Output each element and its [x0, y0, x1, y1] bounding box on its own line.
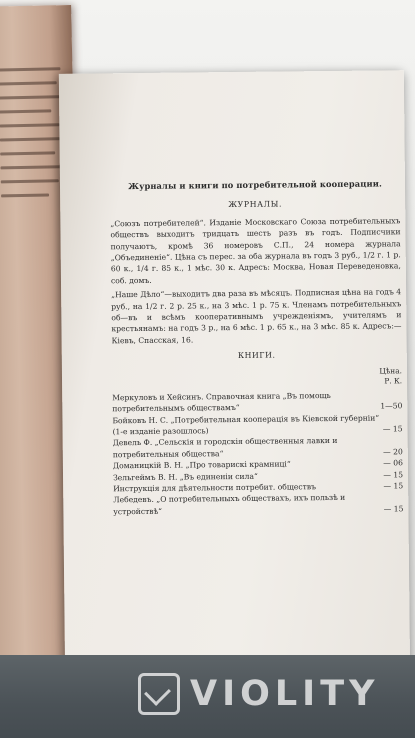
journal-entry: „Союзъ потребителей“. Изданіе Московскаго Союза потребительныхъ обществъ выходитъ тридцать шесть разъ въ годъ. Подписчики получаютъ, кромѣ 36 номеровъ С.П., 24 номера журнала „Объединеніе“. Цѣна съ перес. за оба журнала въ годъ 3 руб., 1/2 г. 1 р. 60 к., 1/4 г. 85 к., 1 мѣс. 30 к. Адресъ: Москва, Новая Переведеновка, соб. домъ. — [110, 216, 401, 286]
book-entry — [113, 492, 403, 518]
journal-entry: „Наше Дѣло“—выходитъ два раза въ мѣсяцъ. Подписная цѣна на годъ 4 руб., на 1/2 г. 2 р. 25 к., на 3 мѣс. 1 р. 75 к. Членамъ потребительныхъ об—въ и всѣмъ кооперативнымъ учрежденіямъ, учителямъ и крестьянамъ: на годъ 3 р., на 6 мѣс. 1 р. 65 к., на 3 мѣс. 85 к. Адресъ:—Кіевъ, Спасская, 16. — [111, 287, 402, 346]
book-price: — 15 — [383, 469, 404, 479]
price-units-heading: Р. К. — [384, 375, 403, 386]
book-title: Меркуловъ и Хейсинъ. Справочная книга „Въ помощь потребительнымъ обществамъ“ — [112, 390, 331, 414]
book-price: 1—50 — [380, 401, 403, 411]
book-title: Лебедевъ. „О потребительныхъ обществахъ, ихъ пользѣ и устройствѣ“ — [113, 493, 346, 517]
book-entry — [112, 389, 402, 415]
book-title: Зельгеймъ В. Н. „Въ единеніи сила“ — [112, 471, 258, 482]
page-content — [110, 178, 404, 517]
book-price: — 20 — [383, 446, 403, 457]
book-entry — [112, 412, 402, 438]
book-price: — 15 — [383, 481, 404, 491]
books-heading: КНИГИ. — [237, 350, 276, 361]
book-price: — 15 — [383, 503, 404, 514]
watermark — [138, 668, 408, 720]
watermark-text: VIOLITY — [190, 674, 380, 714]
book-title: Девель Ф. „Сельскія и городскія общественныя лавки и потребительныя общества“ — [112, 436, 338, 459]
document-page — [59, 70, 410, 684]
journals-heading: ЖУРНАЛЫ. — [228, 199, 283, 210]
book-title: Бойковъ Н. С. „Потребительная кооперація въ Кіевской губерніи“ (1-е изданіе разошлось) — [112, 412, 380, 437]
book-price: — 06 — [383, 458, 403, 468]
price-column-heading: Цѣна. — [379, 365, 402, 376]
page-title: Журналы и книги по потребительной кооперации. — [128, 178, 382, 192]
check-mark-icon — [138, 673, 180, 715]
book-title: Доманицкій В. Н. „Про товарискі крамниці“ — [112, 459, 291, 471]
book-price: — 15 — [382, 424, 403, 434]
book-title: Инструкція для дѣятельности потребит. обществъ — [113, 482, 317, 494]
book-entry — [113, 435, 403, 461]
